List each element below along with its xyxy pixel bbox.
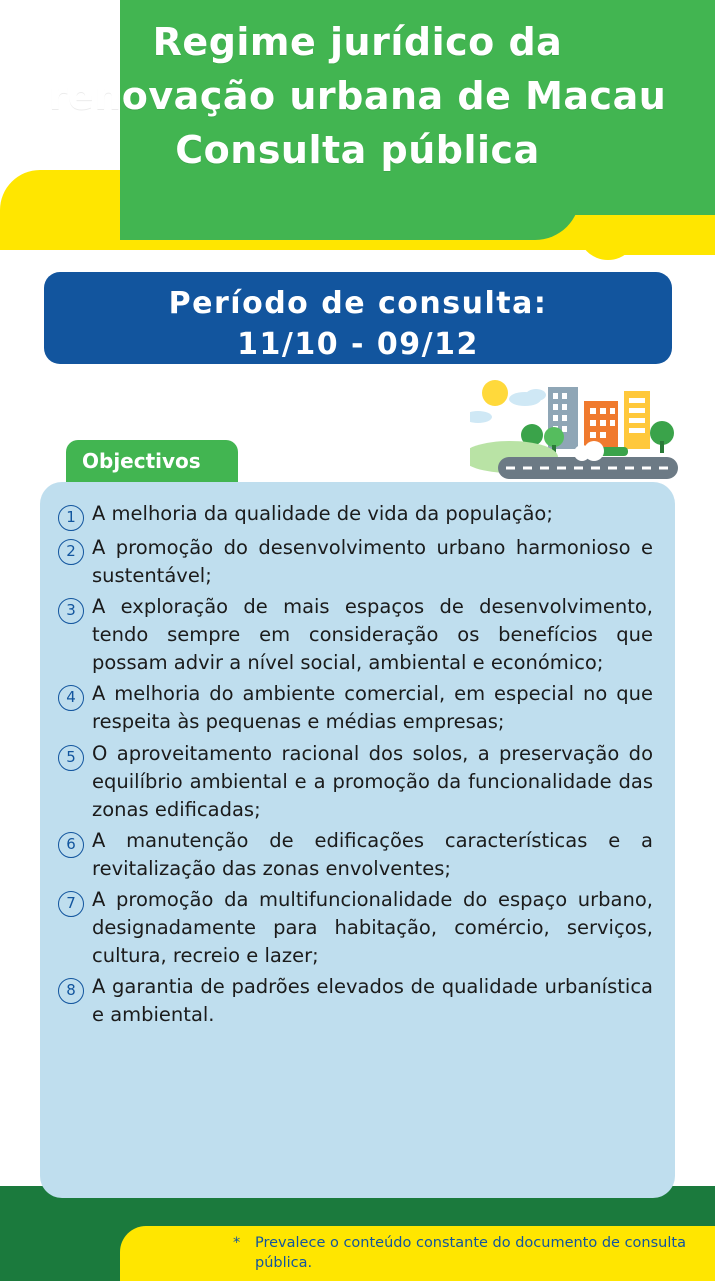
list-item-text: A exploração de mais espaços de desenvolvimento, tendo sempre em consideração os benefícios que possam advir a nível social, ambiental e económico;	[92, 595, 653, 675]
title-line-2: renovação urbana de Macau	[48, 73, 667, 118]
list-item	[58, 500, 655, 531]
list-item-text: A garantia de padrões elevados de qualidade urbanística e ambiental.	[92, 975, 653, 1027]
section-tab-label: Objectivos	[82, 449, 201, 473]
top-left-yellow-round	[0, 170, 140, 250]
list-item-text: A manutenção de edificações características e a revitalização das zonas envolventes;	[92, 828, 653, 880]
list-item	[58, 534, 655, 590]
section-tab-objectivos	[66, 440, 238, 482]
list-item	[58, 680, 655, 736]
consultation-period-banner	[44, 272, 672, 364]
list-item	[58, 827, 655, 883]
list-item	[58, 973, 655, 1029]
period-dates: 11/10 - 09/12	[237, 327, 479, 363]
period-label: Período de consulta:	[168, 286, 548, 321]
list-item-number: 3	[58, 598, 84, 624]
list-item	[58, 593, 655, 677]
list-item-number: 4	[58, 685, 84, 711]
list-item-text: A melhoria do ambiente comercial, em especial no que respeita às pequenas e médias empresas;	[92, 682, 653, 734]
title-line-3: Consulta pública	[175, 127, 540, 172]
list-item-number: 8	[58, 978, 84, 1004]
page-title	[0, 16, 715, 178]
list-item-number: 6	[58, 832, 84, 858]
list-item-text: A promoção da multifuncionalidade do espaço urbano, designadamente para habitação, comércio, serviços, cultura, recreio e lazer;	[92, 887, 653, 968]
objectives-panel	[40, 482, 675, 1198]
list-item-number: 2	[58, 539, 84, 565]
city-skyline-illustration	[470, 375, 700, 495]
list-item-number: 1	[58, 505, 84, 531]
list-item	[58, 740, 655, 824]
list-item-text: O aproveitamento racional dos solos, a preservação do equilíbrio ambiental e a promoção da funcionalidade das zonas edificadas;	[92, 741, 653, 821]
footnote-asterisk: *	[233, 1235, 241, 1251]
footnote-text: Prevalece o conteúdo constante do documento de consulta pública.	[255, 1235, 686, 1271]
footnote	[233, 1233, 695, 1273]
title-line-1: Regime jurídico da	[152, 20, 563, 64]
list-item	[58, 886, 655, 970]
list-item-number: 5	[58, 745, 84, 771]
list-item-number: 7	[58, 891, 84, 917]
list-item-text: A promoção do desenvolvimento urbano harmonioso e sustentável;	[92, 536, 653, 588]
list-item-text: A melhoria da qualidade de vida da população;	[92, 502, 553, 525]
